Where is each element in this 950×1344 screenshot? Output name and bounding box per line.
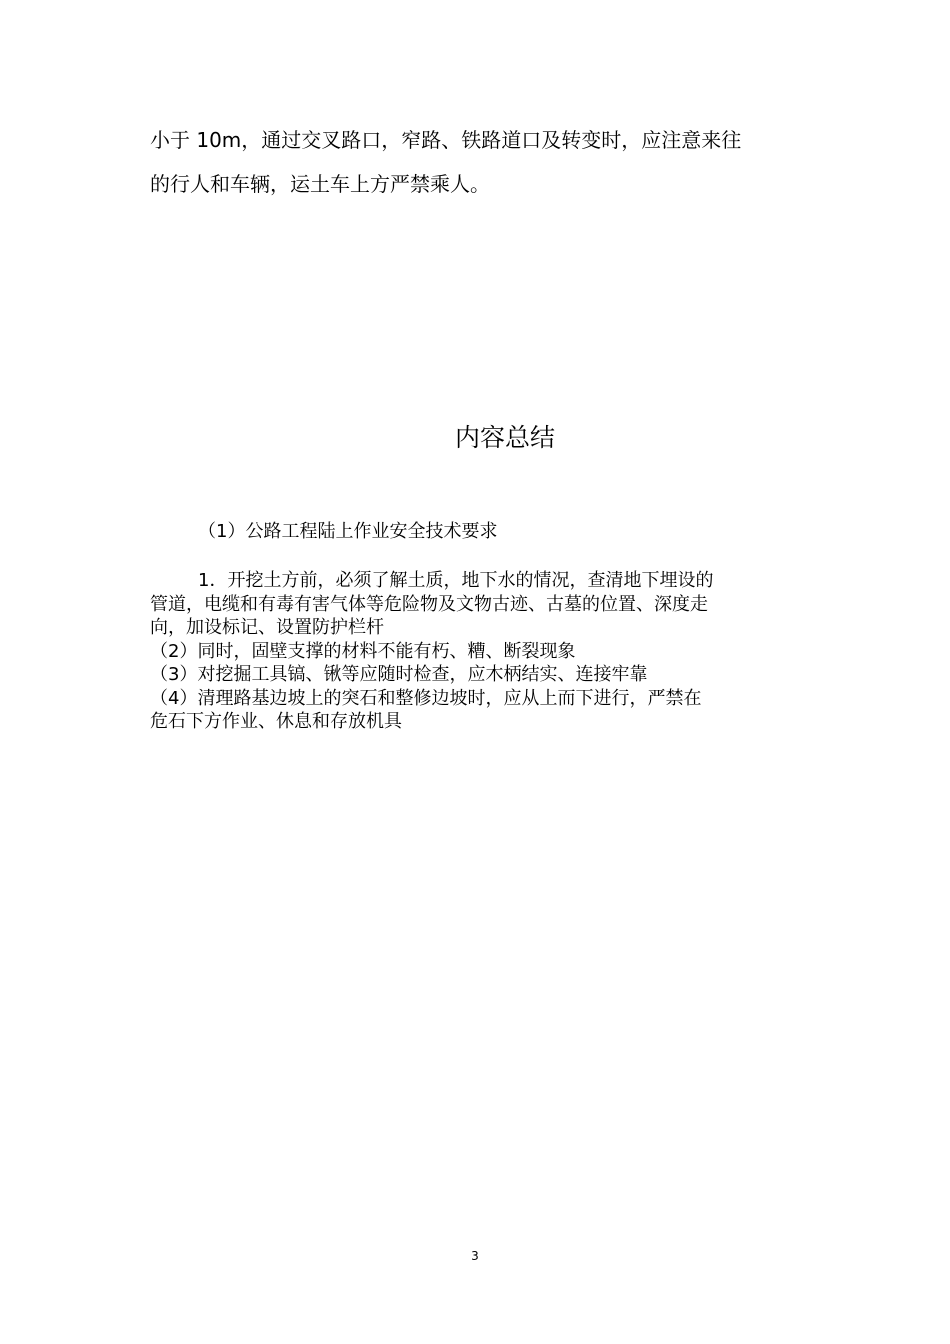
top-paragraph-line-1: 小于 10m，通过交叉路口，窄路、铁路道口及转变时，应注意来往 — [150, 128, 742, 152]
top-paragraph — [150, 118, 810, 206]
section-heading: （1）公路工程陆上作业安全技术要求 — [198, 521, 498, 542]
body-line-2: 管道，电缆和有毒有害气体等危险物及文物古迹、古墓的位置、深度走 — [150, 593, 708, 615]
body-line-3: 向，加设标记、设置防护栏杆 — [150, 617, 384, 638]
body-line-5: （3）对挖掘工具镐、锹等应随时检查，应木柄结实、连接牢靠 — [150, 664, 648, 685]
summary-title: 内容总结 — [454, 423, 555, 452]
page-number: 3 — [471, 1249, 479, 1263]
body-line-7: 危石下方作业、休息和存放机具 — [150, 711, 402, 732]
body-line-4: （2）同时，固壁支撑的材料不能有朽、糟、断裂现象 — [150, 640, 576, 662]
top-paragraph-line-2: 的行人和车辆，运土车上方严禁乘人。 — [150, 172, 490, 196]
body-line-1: 1．开挖土方前，必须了解土质，地下水的情况，查清地下埋设的 — [198, 570, 714, 591]
body-line-6: （4）清理路基边坡上的突石和整修边坡时，应从上而下进行，严禁在 — [150, 687, 702, 709]
summary-body — [150, 569, 810, 734]
